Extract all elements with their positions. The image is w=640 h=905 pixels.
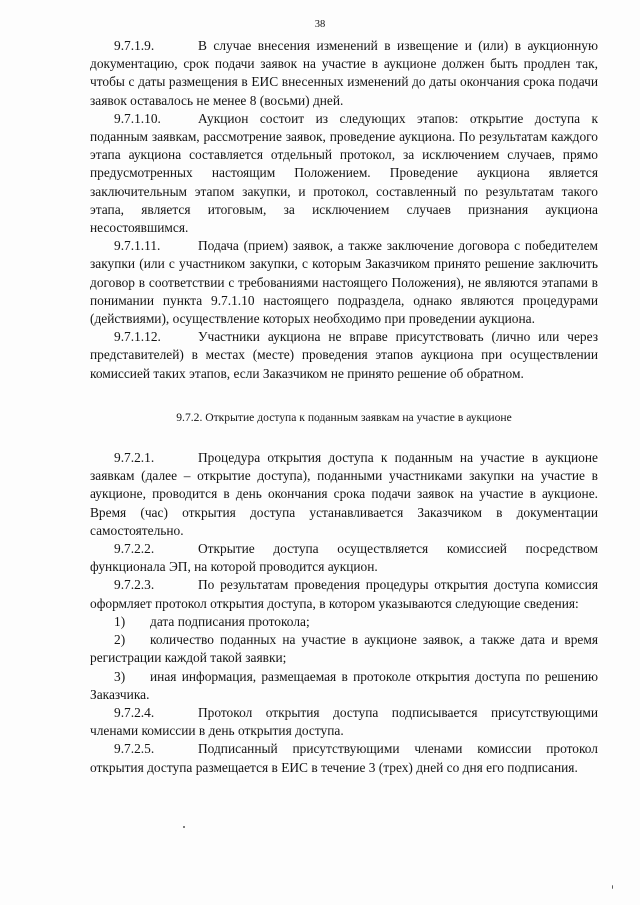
list-item [90,631,598,667]
list-item-text: дата подписания протокола; [150,613,310,629]
paragraph-9-7-1-11 [90,237,598,328]
clause-text: Процедура открытия доступа к поданным на участие в аукционе заявкам (далее – открытие доступа), поданными участниками закупки на участие в аукционе, проводится в день окончания срока подачи заявок на участие в аукционе. Время (час) открытия доступа устанавливается Заказчиком в документации самостоятельно. [90,450,598,538]
scan-speck [183,826,185,828]
clause-text: Протокол открытия доступа подписывается присутствующими членами комиссии в день открытия доступа. [90,704,598,739]
list-item-text: количество поданных на участие в аукционе заявок, а также дата и время регистрации каждой такой заявки; [90,632,598,666]
paragraph-9-7-2-3 [90,576,598,612]
clause-text: В случае внесения изменений в извещение и (или) в аукционную документацию, срок подачи заявок на участие в аукционе должен быть продлен так, чтобы с даты размещения в ЕИС внесенных изменений до даты окончания срока подачи заявок оставалось не менее 8 (восьми) дней. [90,38,598,108]
clause-number: 9.7.1.12. [114,329,161,345]
paragraph-9-7-2-4 [90,704,598,740]
page-number: 38 [314,19,326,30]
list-item-number: 2) [114,632,126,648]
clause-number: 9.7.2.3. [114,577,155,593]
paragraph-9-7-1-12 [90,328,598,383]
clause-number: 9.7.2.5. [114,741,155,757]
clause-text: По результатам проведения процедуры открытия доступа комиссия оформляет протокол открытия доступа, в котором указываются следующие сведения: [90,577,598,611]
clause-number: 9.7.2.2. [114,541,155,557]
list-item [90,613,598,631]
paragraph-9-7-2-5 [90,740,598,776]
clause-number: 9.7.1.10. [114,110,161,126]
scan-speck [612,885,613,889]
clause-text: Подписанный присутствующими членами комиссии протокол открытия доступа размещается в ЕИС в течение 3 (трех) дней со дня его подписания. [90,741,598,775]
list-item [90,668,598,704]
paragraph-9-7-1-9 [90,37,598,110]
clause-number: 9.7.1.9. [114,38,155,53]
document-body [90,37,598,777]
list-item-text: иная информация, размещаемая в протоколе открытия доступа по решению Заказчика. [90,668,598,702]
paragraph-9-7-2-1 [90,449,598,540]
list-item-number: 3) [114,668,126,684]
list-item-number: 1) [114,613,126,629]
clause-number: 9.7.1.11. [114,238,161,254]
clause-number: 9.7.2.1. [114,450,155,466]
clause-text: Открытие доступа осуществляется комиссией посредством функционала ЭП, на которой проводится аукцион. [90,541,598,575]
clause-text: Аукцион состоит из следующих этапов: открытие доступа к поданным заявкам, рассмотрение заявок, проведение аукциона. По результатам каждого этапа аукциона составляется отдельный протокол, за исключением случаев, прямо предусмотренных настоящим Положением. Проведение аукциона является заключительным этапом закупки, и протокол, составленный по результатам такого этапа, является итоговым, за исключением случаев признания аукциона несостоявшимся. [90,110,598,236]
clause-text: Участники аукциона не вправе присутствовать (лично или через представителей) в местах (месте) проведения этапов аукциона при осуществлении комиссией таких этапов, если Заказчиком не принято решение об обратном. [90,329,598,381]
clause-text: Подача (прием) заявок, а также заключение договора с победителем закупки (или с участником закупки, с которым Заказчиком принято решение заключить договор в соответствии с требованиями настоящего Положения), не являются этапами в понимании пункта 9.7.1.10 настоящего подраздела, однако являются процедурами (действиями), осуществление которых необходимо при проведении аукциона. [90,238,598,327]
paragraph-9-7-2-2 [90,540,598,576]
clause-number: 9.7.2.4. [114,704,155,720]
section-heading: 9.7.2. Открытие доступа к поданным заявкам на участие в аукционе [176,410,512,424]
paragraph-9-7-1-10 [90,110,598,237]
